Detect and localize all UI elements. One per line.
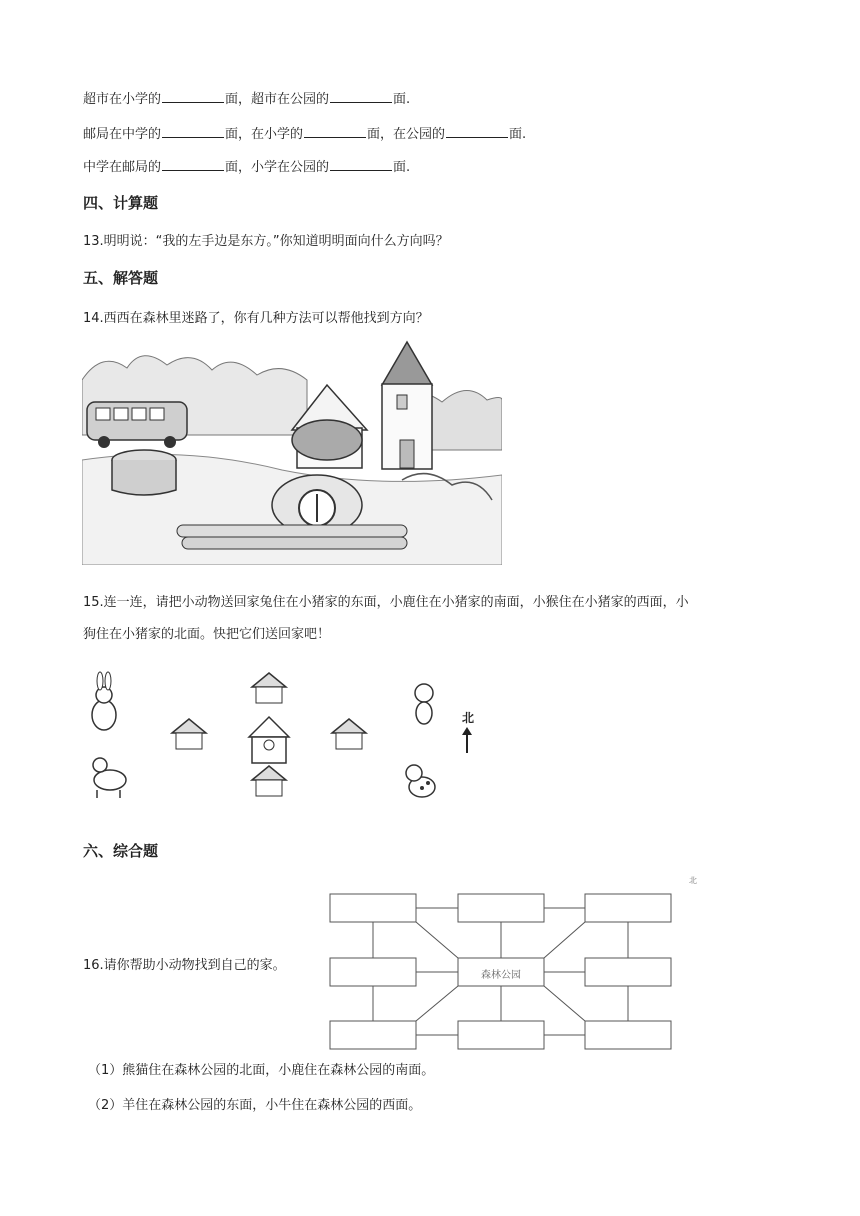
north-label: 北 bbox=[462, 711, 475, 725]
question-15-line-1: 15.连一连，请把小动物送回家兔住在小猪家的东面，小鹿住在小猪家的南面，小猴住在小猪家的西面，小 bbox=[83, 595, 689, 610]
house-west-icon[interactable] bbox=[172, 719, 206, 749]
log-raft-icon bbox=[177, 525, 407, 549]
answer-blank[interactable] bbox=[162, 158, 224, 171]
answer-blank[interactable] bbox=[330, 158, 392, 171]
tree-stump-icon bbox=[112, 450, 176, 495]
map-box-sw[interactable] bbox=[330, 1021, 416, 1049]
rabbit-icon[interactable] bbox=[92, 672, 116, 730]
section-heading: 六、综合题 bbox=[83, 842, 159, 860]
text: 面，在小学的 bbox=[225, 127, 304, 142]
answer-blank[interactable] bbox=[330, 90, 392, 103]
section-heading: 五、解答题 bbox=[83, 269, 159, 287]
text: 邮局在中学的 bbox=[83, 127, 162, 142]
deer-icon[interactable] bbox=[93, 758, 126, 798]
map-box-se[interactable] bbox=[585, 1021, 671, 1049]
park-label: 森林公园 bbox=[481, 970, 521, 981]
answer-blank[interactable] bbox=[162, 90, 224, 103]
map-box-s[interactable] bbox=[458, 1021, 544, 1049]
pig-house-icon[interactable] bbox=[249, 717, 289, 763]
answer-blank[interactable] bbox=[446, 125, 508, 138]
forest-illustration bbox=[82, 340, 502, 565]
text: 面. bbox=[509, 127, 527, 142]
map-box-w[interactable] bbox=[330, 958, 416, 986]
question-16: 16.请你帮助小动物找到自己的家。 bbox=[83, 958, 286, 973]
map-box-e[interactable] bbox=[585, 958, 671, 986]
fill-line-3 bbox=[83, 158, 410, 177]
house-north-icon[interactable] bbox=[252, 673, 286, 703]
text: 超市在小学的 bbox=[83, 92, 162, 107]
monkey-icon[interactable] bbox=[415, 684, 433, 724]
north-arrow-icon bbox=[462, 727, 472, 753]
fill-line-1 bbox=[83, 90, 410, 109]
house-east-icon[interactable] bbox=[332, 719, 366, 749]
question-13: 13.明明说：“我的左手边是东方。”你知道明明面向什么方向吗？ bbox=[83, 234, 449, 249]
text: 面，超市在公园的 bbox=[225, 92, 330, 107]
question-15-line-2: 狗住在小猪家的北面。快把它们送回家吧！ bbox=[83, 627, 331, 642]
animals-houses-diagram bbox=[82, 665, 482, 815]
map-north-label: 北 bbox=[689, 876, 697, 885]
text: 面，小学在公园的 bbox=[225, 160, 330, 175]
dog-icon[interactable] bbox=[406, 765, 435, 797]
fill-line-2 bbox=[83, 125, 526, 144]
section-heading: 四、计算题 bbox=[83, 194, 159, 212]
text: 中学在邮局的 bbox=[83, 160, 162, 175]
map-box-n[interactable] bbox=[458, 894, 544, 922]
question-14: 14.西西在森林里迷路了，你有几种方法可以帮他找到方向？ bbox=[83, 311, 429, 326]
answer-blank[interactable] bbox=[304, 125, 366, 138]
map-box-nw[interactable] bbox=[330, 894, 416, 922]
sub-question-1: （1）熊猫住在森林公园的北面，小鹿住在森林公园的南面。 bbox=[88, 1063, 435, 1078]
text: 面. bbox=[393, 160, 411, 175]
text: 面，在公园的 bbox=[367, 127, 446, 142]
house-south-icon[interactable] bbox=[252, 766, 286, 796]
answer-blank[interactable] bbox=[162, 125, 224, 138]
text: 面. bbox=[393, 92, 411, 107]
sub-question-2: （2）羊住在森林公园的东面，小牛住在森林公园的西面。 bbox=[88, 1098, 422, 1113]
map-box-ne[interactable] bbox=[585, 894, 671, 922]
